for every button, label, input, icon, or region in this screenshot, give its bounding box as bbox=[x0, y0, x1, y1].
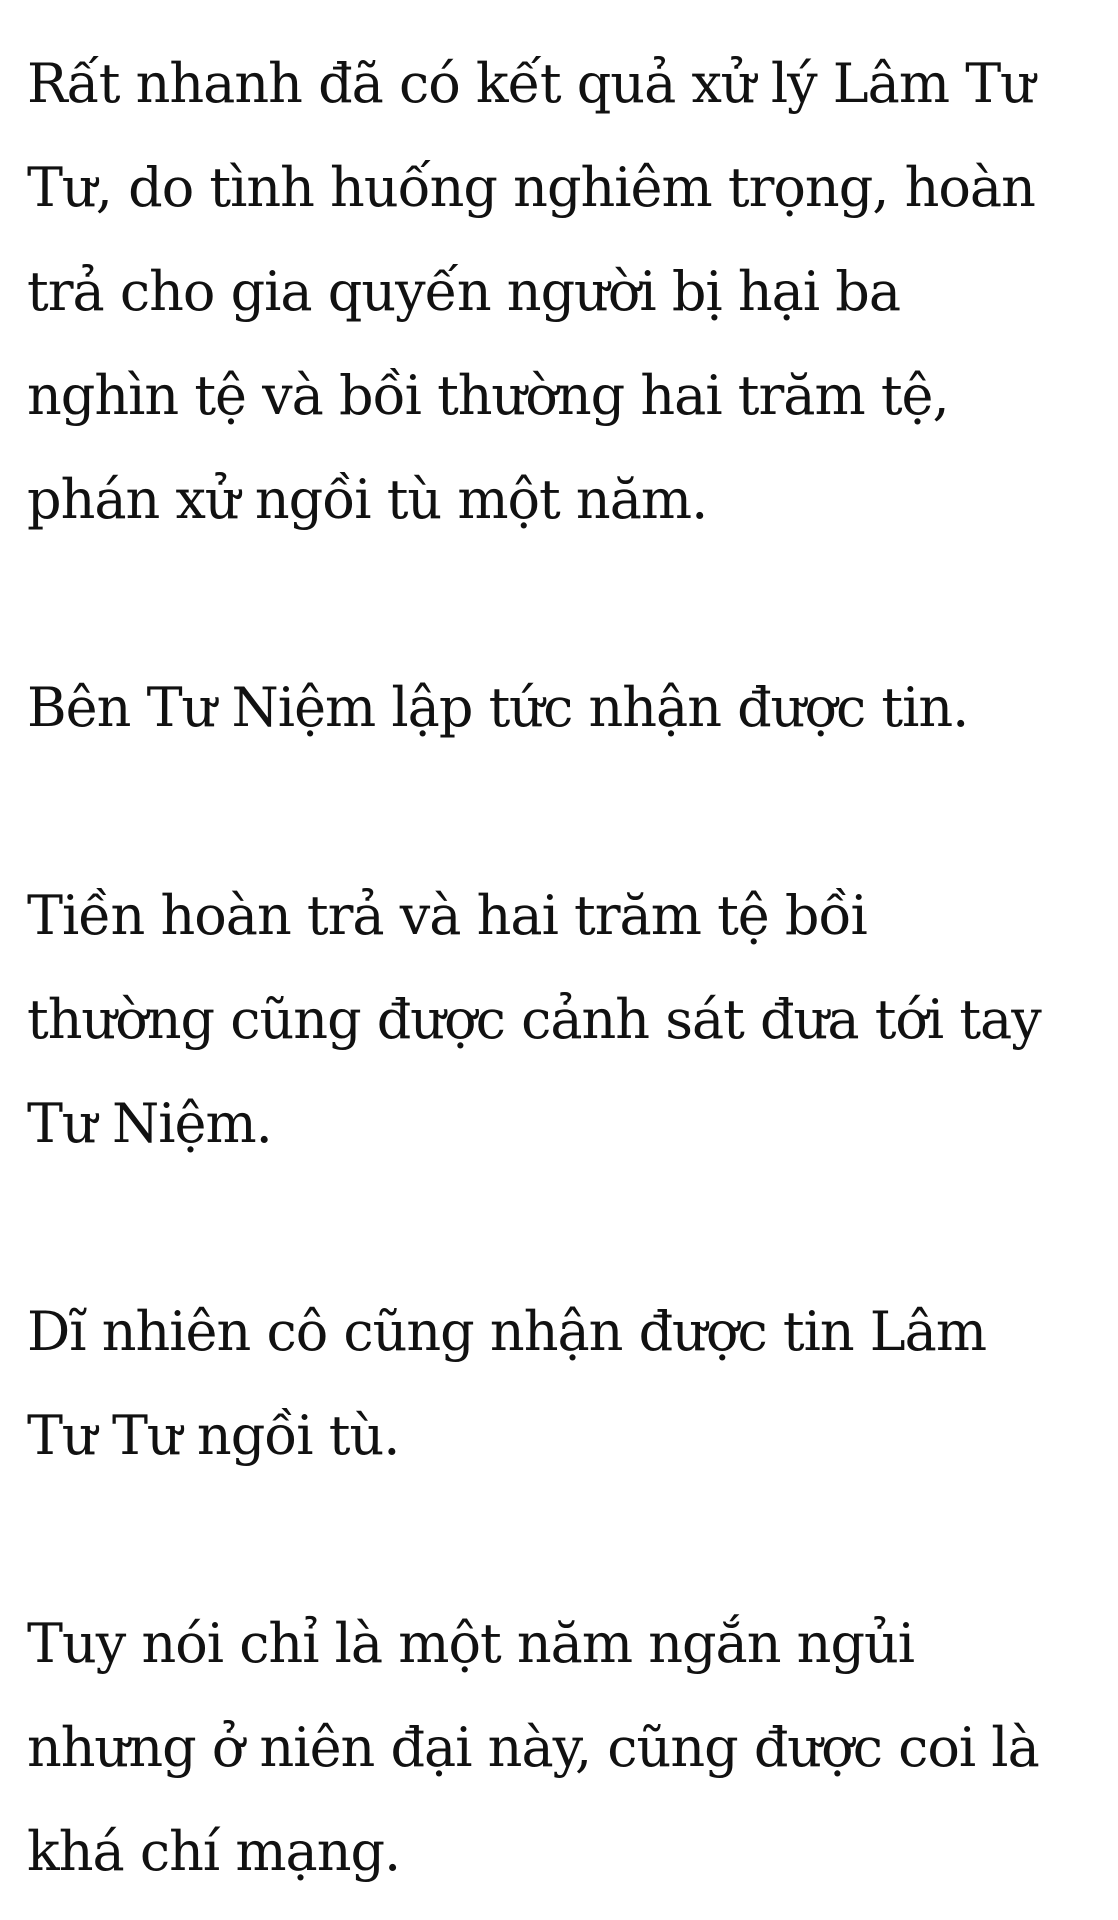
story-paragraph bbox=[27, 656, 1094, 760]
text-line: trả cho gia quyến người bị hại ba bbox=[27, 260, 901, 323]
text-line: Tư Niệm. bbox=[27, 1092, 272, 1155]
text-line: Rất nhanh đã có kết quả xử lý Lâm Tư bbox=[27, 52, 1035, 115]
text-line: Tiền hoàn trả và hai trăm tệ bồi bbox=[27, 884, 867, 947]
story-paragraph bbox=[27, 32, 1094, 552]
text-line: Dĩ nhiên cô cũng nhận được tin Lâm bbox=[27, 1300, 987, 1363]
text-line: Tư Tư ngồi tù. bbox=[27, 1404, 400, 1467]
story-text bbox=[27, 32, 1094, 1904]
text-line: khá chí mạng. bbox=[27, 1820, 401, 1883]
text-line: thường cũng được cảnh sát đưa tới tay bbox=[27, 988, 1041, 1051]
story-paragraph bbox=[27, 1592, 1094, 1904]
story-paragraph bbox=[27, 1280, 1094, 1488]
text-line: nhưng ở niên đại này, cũng được coi là bbox=[27, 1716, 1039, 1779]
text-line: Tuy nói chỉ là một năm ngắn ngủi bbox=[27, 1612, 915, 1675]
story-paragraph bbox=[27, 864, 1094, 1176]
text-line: Bên Tư Niệm lập tức nhận được tin. bbox=[27, 676, 969, 739]
text-line: Tư, do tình huống nghiêm trọng, hoàn bbox=[27, 156, 1035, 219]
text-line: phán xử ngồi tù một năm. bbox=[27, 468, 708, 531]
text-line: nghìn tệ và bồi thường hai trăm tệ, bbox=[27, 364, 949, 427]
